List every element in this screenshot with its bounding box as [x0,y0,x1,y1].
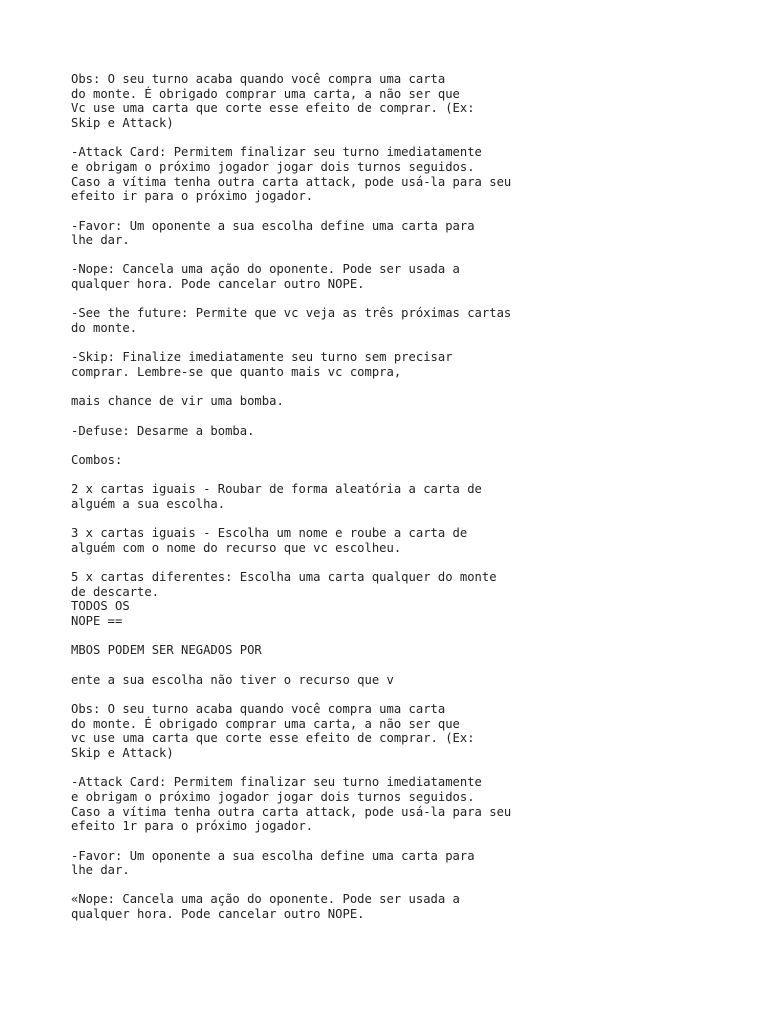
paragraph-nope: -Nope: Cancela uma ação do oponente. Pode ser usada a qualquer hora. Pode cancelar outro NOPE. [71,262,460,292]
heading-combos: Combos: [71,452,123,467]
paragraph-obs-repeat: Obs: O seu turno acaba quando você compra uma carta do monte. É obrigado comprar uma carta, a não ser que vc use uma carta que corte esse efeito de comprar. (Ex: Skip e Attack) [71,702,475,760]
paragraph-combo-5-cards: 5 x cartas diferentes: Escolha uma carta qualquer do monte de descarte. TODOS OS NOPE == [71,570,497,629]
paragraph-nope-repeat: «Nope: Cancela uma ação do oponente. Pode ser usada a qualquer hora. Pode cancelar outro NOPE. [71,892,460,922]
paragraph-favor-repeat: -Favor: Um oponente a sua escolha define uma carta para lhe dar. [71,848,475,878]
paragraph-skip-continued: mais chance de vir uma bomba. [71,394,284,409]
paragraph-fragment-recurso: ente a sua escolha não tiver o recurso que v [71,672,394,687]
paragraph-skip: -Skip: Finalize imediatamente seu turno sem precisar comprar. Lembre-se que quanto mais vc compra, [71,350,453,380]
paragraph-defuse: -Defuse: Desarme a bomba. [71,423,255,438]
paragraph-see-the-future: -See the future: Permite que vc veja as três próximas cartas do monte. [71,306,512,336]
paragraph-combo-3-cards: 3 x cartas iguais - Escolha um nome e roube a carta de alguém com o nome do recurso que vc escolheu. [71,526,468,555]
paragraph-attack-card-repeat: -Attack Card: Permitem finalizar seu turno imediatamente e obrigam o próximo jogador jogar dois turnos seguidos. Caso a vítima tenha outra carta attack, pode usá-la para seu efeito 1r para o próximo jogador. [71,775,512,834]
paragraph-attack-card: -Attack Card: Permitem finalizar seu turno imediatamente e obrigam o próximo jogador jogar dois turnos seguidos. Caso a vítima tenha outra carta attack, pode usá-la para seu efeito ir para o próximo jogador. [71,145,512,204]
paragraph-obs: Obs: O seu turno acaba quando você compra uma carta do monte. É obrigado comprar uma carta, a não ser que Vc use uma carta que corte esse efeito de comprar. (Ex: Skip e Attack) [71,72,475,130]
paragraph-combo-2-cards: 2 x cartas iguais - Roubar de forma aleatória a carta de alguém a sua escolha. [71,482,482,511]
paragraph-favor: -Favor: Um oponente a sua escolha define uma carta para lhe dar. [71,218,475,248]
paragraph-fragment-negados: MBOS PODEM SER NEGADOS POR [71,643,262,658]
document-body [71,72,731,936]
